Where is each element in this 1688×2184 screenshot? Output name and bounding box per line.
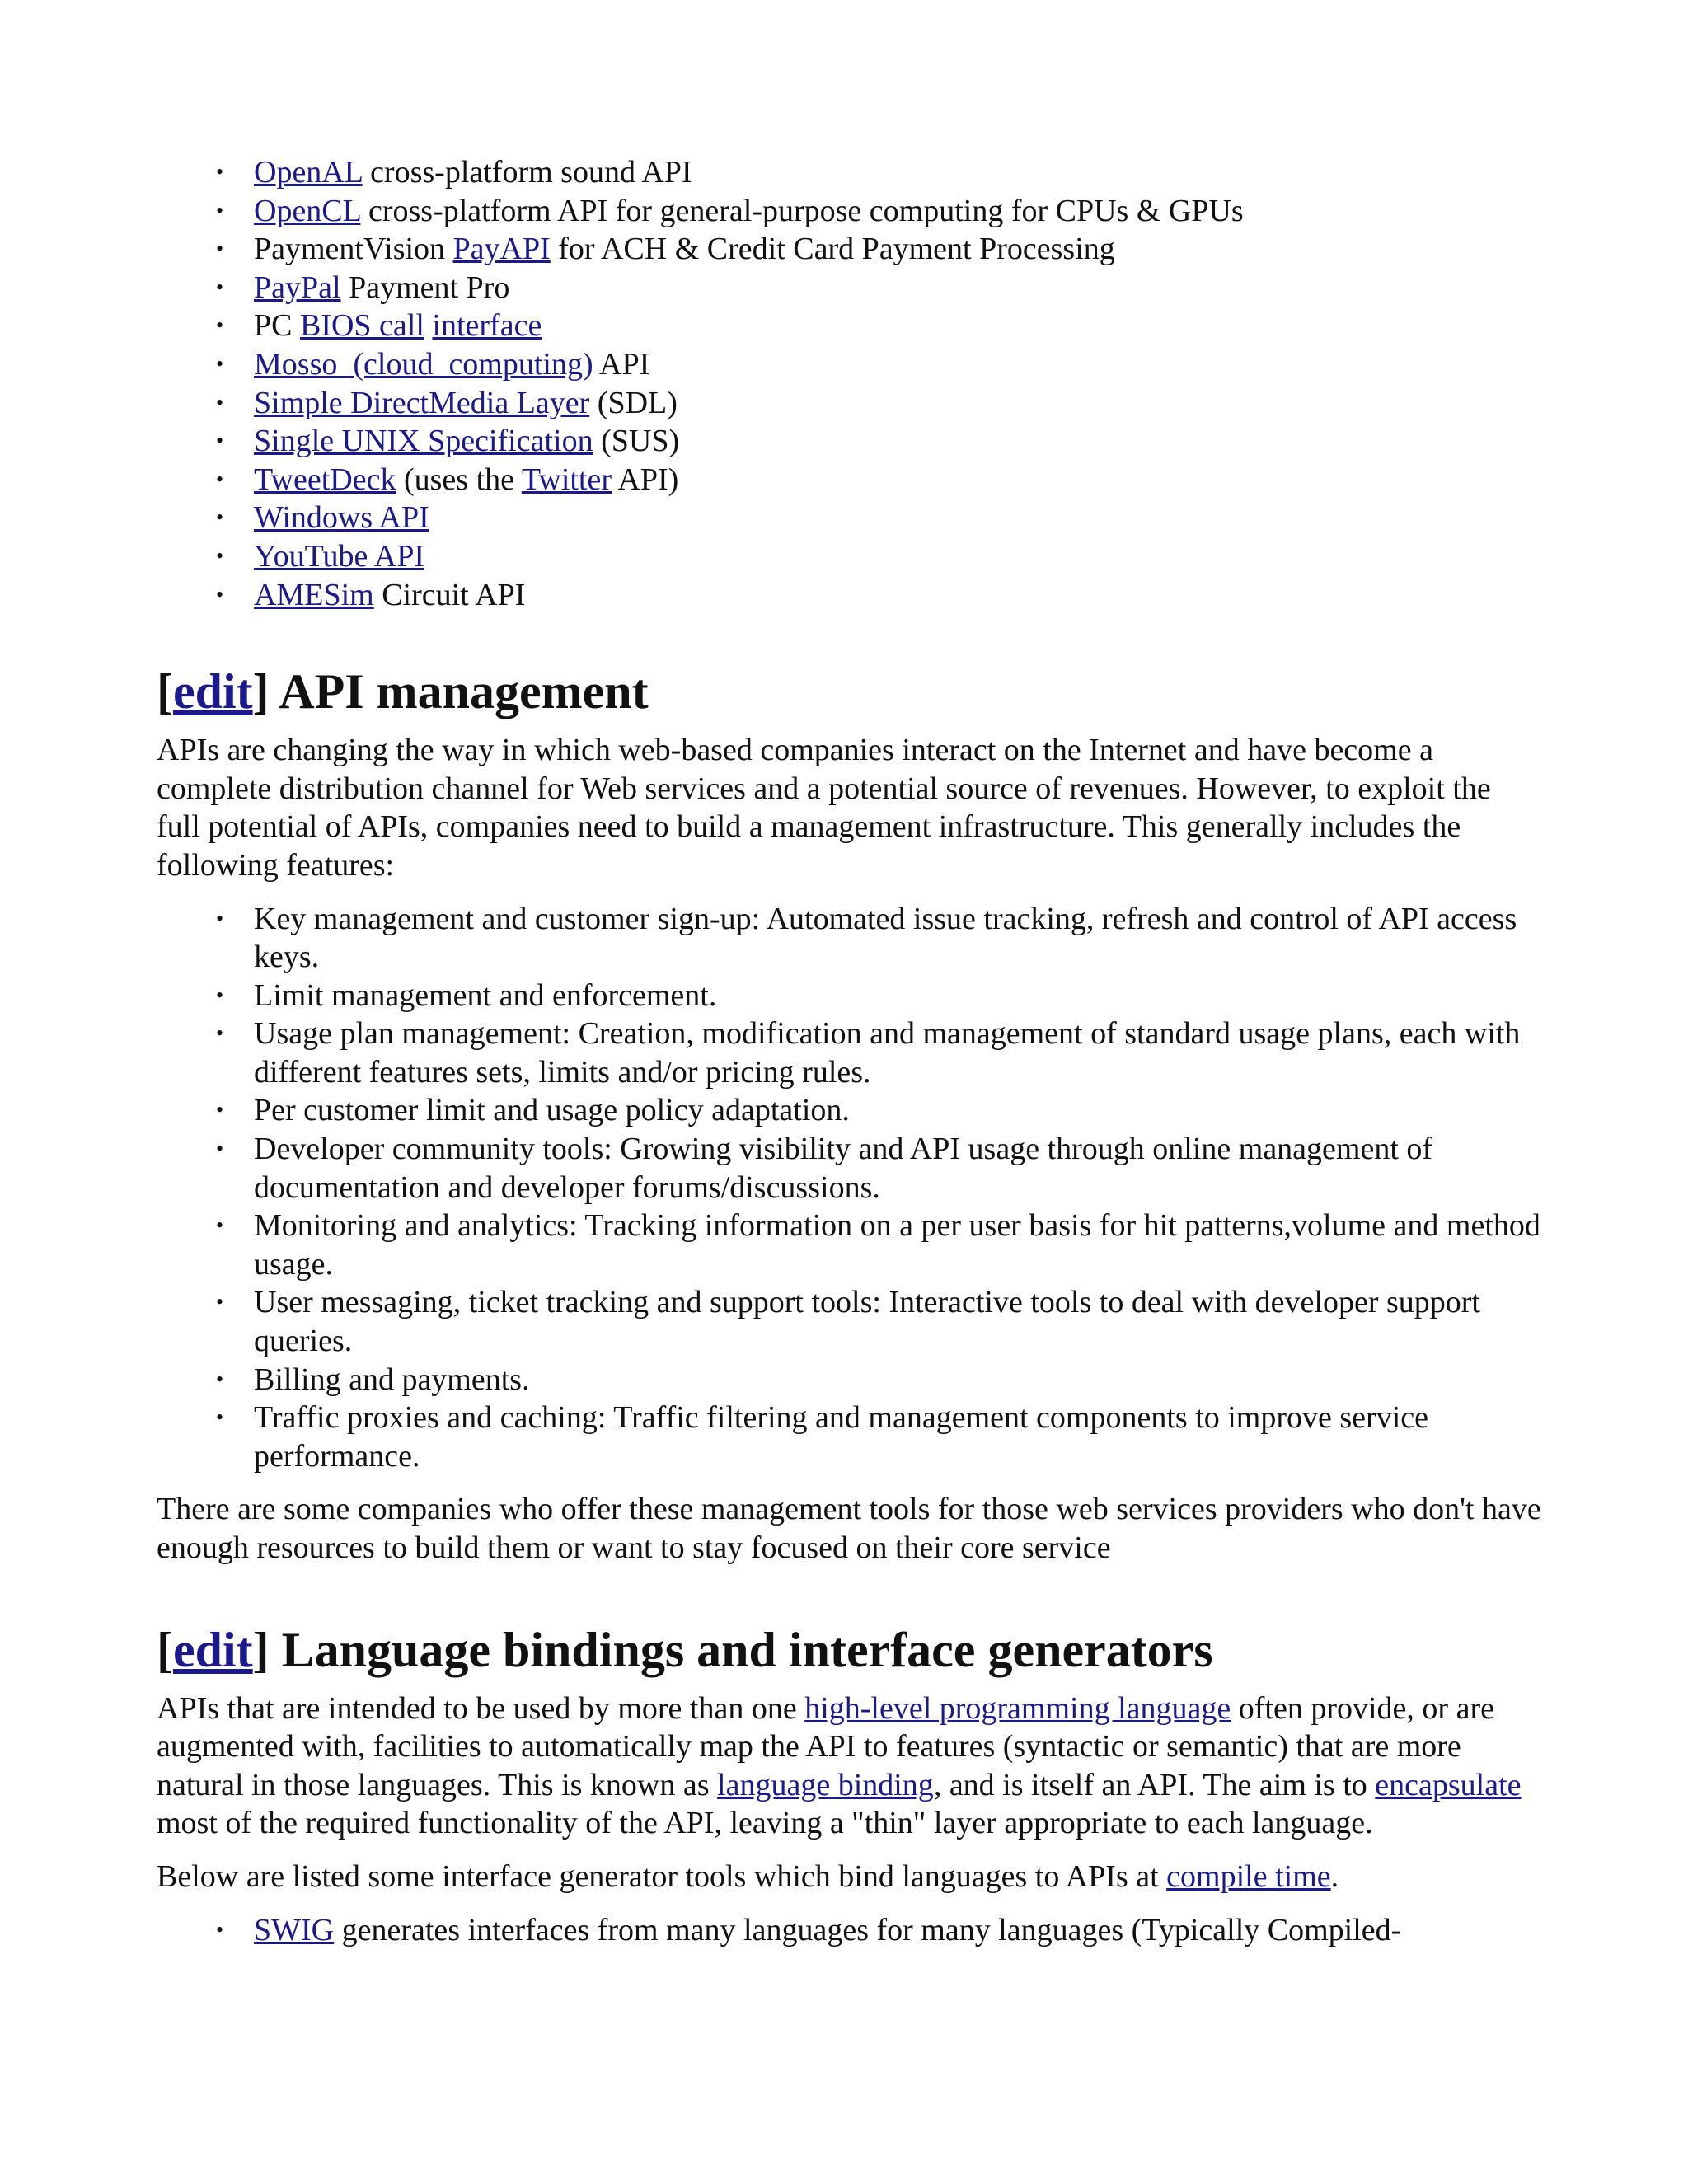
list-item	[254, 307, 1541, 345]
paragraph-text: most of the required functionality of the API, leaving a "thin" layer appropriate to each language.	[157, 1806, 1373, 1841]
list-item-text: (uses the	[396, 462, 522, 497]
section-title: API management	[269, 664, 649, 719]
interface-generators-list	[157, 1911, 1541, 1950]
paragraph-text: often provide, or are augmented with, facilities to automatically map the API to features (syntactic or semantic) that are more natural in those languages. This is known as	[157, 1690, 1494, 1802]
list-item	[254, 269, 1541, 307]
api-examples-list	[157, 153, 1541, 614]
list-item-text: Payment Pro	[340, 269, 510, 305]
paragraph-text: .	[1330, 1858, 1339, 1894]
language-binding-link[interactable]: language binding	[717, 1767, 934, 1802]
twitter-link[interactable]: Twitter	[521, 462, 612, 497]
list-item	[254, 230, 1541, 269]
api-management-outro: There are some companies who offer these management tools for those web services providers who don't have enough resources to build them or want to stay focused on their core service	[157, 1492, 1541, 1565]
interface-link[interactable]: interface	[432, 308, 542, 344]
list-item-text: cross-platform API for general-purpose computing for CPUs & GPUs	[360, 193, 1244, 228]
opencl-link[interactable]: OpenCL	[254, 193, 361, 228]
interface-generators-paragraph	[157, 1858, 1541, 1896]
high-level-programming-language-link[interactable]: high-level programming language	[804, 1690, 1231, 1726]
list-item-text: API)	[612, 462, 679, 497]
compile-time-link[interactable]: compile time	[1166, 1858, 1331, 1894]
bracket: ]	[252, 1622, 270, 1677]
list-item	[254, 192, 1541, 231]
management-features-list	[157, 900, 1541, 1476]
list-item-text: PC	[254, 308, 300, 344]
list-item	[254, 499, 1541, 537]
paragraph-text: , and is itself an API. The aim is to	[933, 1767, 1376, 1802]
list-item-text: PaymentVision	[254, 232, 453, 267]
list-item: • Limit management and enforcement.	[254, 977, 1541, 1015]
list-item: • Monitoring and analytics: Tracking information on a per user basis for hit patterns,volume and method usage.	[254, 1207, 1541, 1283]
list-item-text: (SUS)	[593, 424, 680, 459]
payapi-link[interactable]: PayAPI	[452, 232, 551, 267]
paragraph-text: APIs that are intended to be used by more than one	[157, 1690, 805, 1726]
mosso-link[interactable]: Mosso_(cloud_computing)	[254, 346, 593, 382]
amesim-link[interactable]: AMESim	[254, 577, 374, 612]
swig-link[interactable]: SWIG	[254, 1912, 335, 1947]
document-page	[157, 153, 1541, 1949]
list-item: • Usage plan management: Creation, modification and management of standard usage plans, each with different features sets, limits and/or pricing rules.	[254, 1015, 1541, 1091]
list-item-text: generates interfaces from many languages for many languages (Typically Compiled-	[334, 1912, 1402, 1947]
openal-link[interactable]: OpenAL	[254, 155, 363, 190]
list-item-text: API	[593, 346, 650, 382]
encapsulate-link[interactable]: encapsulate	[1375, 1767, 1522, 1802]
edit-link[interactable]: edit	[172, 1622, 253, 1677]
list-item: • Traffic proxies and caching: Traffic filtering and management components to improve service performance.	[254, 1399, 1541, 1475]
list-item	[254, 1911, 1541, 1950]
list-item	[254, 384, 1541, 423]
bracket: [	[157, 664, 173, 719]
windows-api-link[interactable]: Windows API	[254, 500, 429, 536]
list-item-text: for ACH & Credit Card Payment Processing	[550, 232, 1115, 267]
list-item	[254, 537, 1541, 576]
language-bindings-paragraph	[157, 1690, 1541, 1843]
list-item-text: (SDL)	[589, 385, 678, 420]
list-item-text: Circuit API	[373, 577, 526, 612]
list-item	[254, 153, 1541, 192]
tweetdeck-link[interactable]: TweetDeck	[254, 462, 396, 497]
paragraph-text: Below are listed some interface generator tools which bind languages to APIs at	[157, 1858, 1167, 1894]
youtube-api-link[interactable]: YouTube API	[254, 538, 425, 574]
list-item: • Billing and payments.	[254, 1361, 1541, 1399]
bracket: [	[157, 1622, 173, 1677]
section-title: Language bindings and interface generators	[269, 1622, 1213, 1677]
list-item: • Key management and customer sign-up: Automated issue tracking, refresh and control of API access keys.	[254, 900, 1541, 977]
api-management-intro: APIs are changing the way in which web-based companies interact on the Internet and have become a complete distribution channel for Web services and a potential source of revenues. However, to exploit the full potential of APIs, companies need to build a management infrastructure. This generally includes the following features:	[157, 733, 1491, 883]
edit-link[interactable]: edit	[172, 664, 253, 719]
language-bindings-heading	[157, 1620, 1541, 1680]
list-item	[254, 345, 1541, 384]
bios-call-link[interactable]: BIOS call	[299, 308, 424, 344]
list-item: • User messaging, ticket tracking and support tools: Interactive tools to deal with developer support queries.	[254, 1283, 1541, 1360]
list-item-text	[424, 308, 433, 343]
list-item: • Developer community tools: Growing visibility and API usage through online management of documentation and developer forums/discussions.	[254, 1130, 1541, 1207]
list-item: • Per customer limit and usage policy adaptation.	[254, 1091, 1541, 1130]
paypal-link[interactable]: PayPal	[254, 269, 341, 305]
list-item	[254, 422, 1541, 461]
list-item	[254, 576, 1541, 615]
sdl-link[interactable]: Simple DirectMedia Layer	[254, 385, 590, 420]
sus-link[interactable]: Single UNIX Specification	[254, 424, 593, 459]
api-management-heading	[157, 662, 1541, 721]
bracket: ]	[252, 664, 270, 719]
list-item	[254, 461, 1541, 499]
list-item-text: cross-platform sound API	[362, 155, 692, 190]
